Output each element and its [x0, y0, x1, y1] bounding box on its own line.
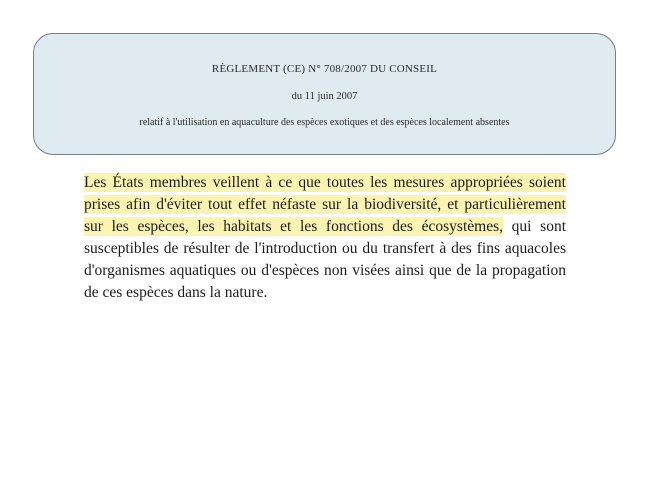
highlighted-passage: Les États membres veillent à ce que toutes les mesures appropriées soient prises afin d'éviter tout effet néfaste sur la biodiversité, et particulièrement sur les espèces, les habitats et les fonctions des écosystèmes, [84, 174, 566, 235]
regulation-header-box [33, 33, 616, 155]
excerpt-continuation: qui sont susceptibles de résulter de l'introduction ou du transfert à des fins aquacoles d'organismes aquatiques ou d'espèces non visées ainsi que de la propagation de ces espèces dans la nature. [84, 218, 566, 301]
regulation-excerpt [84, 172, 566, 304]
regulation-title: RÈGLEMENT (CE) N° 708/2007 DU CONSEIL [211, 63, 438, 75]
regulation-date: du 11 juin 2007 [291, 91, 358, 102]
regulation-subject: relatif à l'utilisation en aquaculture des espèces exotiques et des espèces localement absentes [139, 117, 510, 128]
